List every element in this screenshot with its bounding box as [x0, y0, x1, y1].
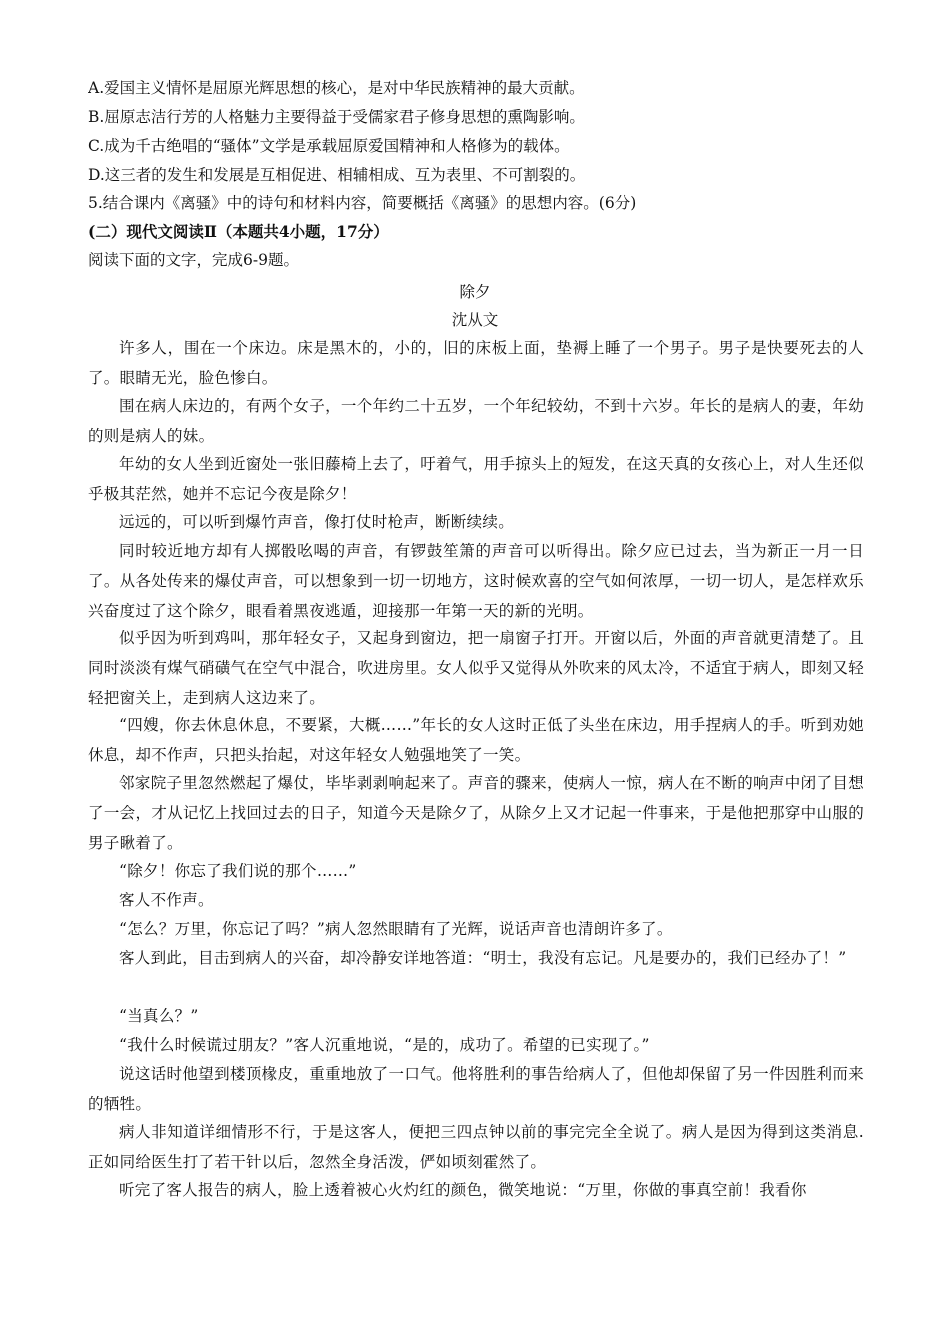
story-paragraph: “除夕！你忘了我们说的那个……” [119, 862, 357, 880]
story-paragraph: 远远的，可以听到爆竹声音，像打仗时枪声，断断续续。 [119, 513, 515, 531]
section-heading: (二）现代文阅读Ⅱ（本题共4小题，17分） [88, 222, 389, 241]
story-author: 沈从文 [451, 311, 499, 329]
question-5: 5.结合课内《离骚》中的诗句和材料内容，简要概括《离骚》的思想内容。(6分) [88, 194, 637, 212]
story-paragraph: 客人到此，目击到病人的兴奋，却冷静安详地答道：“明士，我没有忘记。凡是要办的，我们已经办了！” [119, 949, 847, 967]
option-d: D.这三者的发生和发展是互相促进、相辅相成、互为表里、不可割裂的。 [88, 166, 586, 184]
story-paragraph: 邻家院子里忽然燃起了爆仗，毕毕剥剥响起来了。声音的骤来，使病人一惊，病人在不断的响声中闭了目想了一会，才从记忆上找回过去的日子，知道今天是除夕了，从除夕上又才记起一件事来，于是他把那穿中山服的男子瞅着了。 [88, 774, 864, 852]
story-paragraph: 病人非知道详细情形不行，于是这客人，便把三四点钟以前的事完完全全说了。病人是因为得到这类消息.正如同给医生打了若干针以后，忽然全身活泼，俨如顷刻霍然了。 [88, 1123, 864, 1171]
story-paragraph: 客人不作声。 [119, 891, 214, 909]
story-paragraph: “当真么？” [119, 1007, 199, 1025]
story-paragraph: 说这话时他望到楼顶椽皮，重重地放了一口气。他将胜利的事告给病人了，但他却保留了另一件因胜利而来的牺牲。 [88, 1065, 864, 1113]
story-paragraph: “四嫂，你去休息休息，不要紧，大概……”年长的女人这时正低了头坐在床边，用手捏病人的手。听到劝她休息，却不作声，只把头抬起，对这年轻女人勉强地笑了一笑。 [88, 716, 864, 764]
story-paragraph: 同时较近地方却有人掷骰吆喝的声音，有锣鼓笙箫的声音可以听得出。除夕应已过去，当为新正一月一日了。从各处传来的爆仗声音，可以想象到一切一切地方，这时候欢喜的空气如何浓厚，一切一切人，是怎样欢乐兴奋度过了这个除夕，眼看着黑夜逃遁，迎接那一年第一天的新的光明。 [88, 542, 864, 620]
story-paragraph: “怎么？万里，你忘记了吗？”病人忽然眼睛有了光辉，说话声音也清朗许多了。 [119, 920, 673, 938]
reading-instruction: 阅读下面的文字，完成6-9题。 [88, 251, 299, 269]
story-paragraph: 听完了客人报告的病人，脸上透着被心火灼红的颜色，微笑地说：“万里，你做的事真空前！我看你 [119, 1181, 807, 1199]
story-paragraph: 年幼的女人坐到近窗处一张旧藤椅上去了，吁着气，用手掠头上的短发，在这天真的女孩心上，对人生还似乎极其茫然，她并不忘记今夜是除夕！ [88, 455, 864, 503]
story-paragraph: “我什么时候谎过朋友？”客人沉重地说，“是的，成功了。希望的已实现了。” [119, 1036, 650, 1054]
option-a: A.爱国主义情怀是屈原光辉思想的核心，是对中华民族精神的最大贡献。 [88, 79, 585, 97]
story-title: 除夕 [459, 283, 491, 301]
story-paragraph: 似乎因为听到鸡叫，那年轻女子，又起身到窗边，把一扇窗子打开。开窗以后，外面的声音就更清楚了。且同时淡淡有煤气硝磺气在空气中混合，吹进房里。女人似乎又觉得从外吹来的风太冷，不适宜于病人，即刻又轻轻把窗关上，走到病人这边来了。 [88, 629, 864, 707]
story-paragraph: 围在病人床边的，有两个女子，一个年约二十五岁，一个年纪较幼，不到十六岁。年长的是病人的妻，年幼的则是病人的妹。 [88, 397, 864, 445]
option-b: B.屈原志洁行芳的人格魅力主要得益于受儒家君子修身思想的熏陶影响。 [88, 108, 585, 126]
story-paragraph: 许多人，围在一个床边。床是黑木的，小的，旧的床板上面，垫褥上睡了一个男子。男子是快要死去的人了。眼睛无光，脸色惨白。 [88, 339, 864, 387]
option-c: C.成为千古绝唱的“骚体”文学是承载屈原爱国精神和人格修为的载体。 [88, 137, 570, 155]
